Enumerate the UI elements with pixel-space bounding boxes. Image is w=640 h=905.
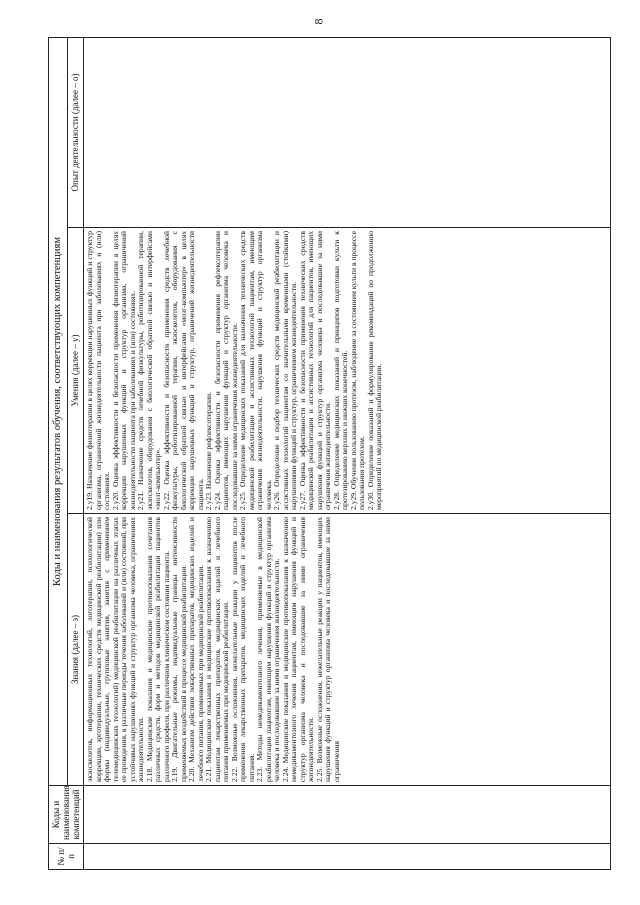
cell-knowledge [84,514,611,786]
knowledge-line: экзоскелетов, информационных технологий, логотерапии, психологической коррекции, эрготерапии, технических средств медицинской реабилитации) или формы (индивидуальные, групповые занятия, занятия с применением телемедицинских технологий) медицинской реабилитации на различных этапах ее проведения, в различные периоды течения заболеваний и (или) состояний, при устойчивых нарушениях функций и структур организма человека, ограничениях жизнедеятельности. [85,517,146,782]
skill-line: 2.у29. Обучение пользованию протезом, наблюдение за состоянием культи в процессе пользования протезом. [348,231,367,510]
knowledge-line: 2.20. Механизм действия лекарственных препаратов, медицинских изделий и лечебного питания, применяемых при медицинской реабилитации. [187,517,205,782]
header-knowledge: Знания (далее – з) [67,514,84,786]
competency-table [48,37,611,870]
rotated-table-wrapper [48,38,608,870]
knowledge-line: 2.18. Медицинские показания и медицинские противопоказания сочетания различных средств, форм и методов медицинской реабилитации пациентов различного профиля, при различном клиническом состоянии пациента. [144,517,171,782]
knowledge-line: 2.23. Методы немедикаментозного лечения, применяемые в медицинской реабилитации пациентам, имеющим нарушения функций и структур организма человека и последовавшие за ними ограничения жизнедеятельности. [255,517,282,782]
page-number: 8 [311,18,326,25]
skill-line: 2.у27. Оценка эффективности и безопасности применения технических средств медицинской реабилитации и ассистивных технологий для пациентов, имеющих нарушения функций и структур организма человека и последовавшие за ними ограничения жизнедеятельности. [297,231,333,510]
skill-line: 2.у28. Определение медицинских показаний и принципов подготовки культи к протезированию верхних и нижних конечностей. [331,231,350,510]
knowledge-line: 2.25. Возможные осложнения, нежелательные реакции у пациентов, имеющих нарушения функций и структур организма человека и последовавшие за ними ограничения [314,517,341,782]
skill-line: 2.у25. Определение медицинских показаний для назначения технических средств медицинской реабилитации и ассистивных технологий пациентам, имеющим ограничения жизнедеятельности, нарушения функций и структур организма человека. [238,231,273,510]
skill-line: 2.у23. Назначение рефлексотерапии. [204,391,214,510]
knowledge-line: 2.21. Медицинские показания и медицинские противопоказания к назначению пациентам лекарственных препаратов, медицинских изделий и лечебного питания применяемых при медицинской реабилитации. [204,517,231,782]
cell-num [84,844,611,870]
knowledge-line: 2.22. Возможные осложнения, нежелательные реакции у пациентов после применения лекарственных препаратов, медицинских изделий и лечебного питания. [229,517,256,782]
header-group: Коды и наименования результатов обучения, соответствующих компетенциям [49,37,68,785]
cell-code [84,786,611,844]
header-experience: Опыт деятельности (далее – о) [67,37,84,227]
table-header-row-2 [67,37,84,869]
knowledge-line: 2.24. Медицинские показания и медицинские противопоказания к назначению немедикаментозного лечения пациентам, имеющим нарушения функций и структур организма человека и последовавшие за ними ограничения жизнедеятельности. [280,517,316,782]
cell-skills [84,228,611,514]
header-skills: Умения (далее – у) [67,228,84,514]
skill-line: 2.у20. Оценка эффективности и безопасности применения физиотерапии в целях коррекции нарушенных функций и структур организма, ограничений жизнедеятельности пациента при заболеваниях и (или) состояниях. [110,231,137,510]
table-header-row-1 [49,37,68,869]
skill-line: 2.у30. Определение показаний и формулирование рекомендаций по продолжению мероприятий по медицинской реабилитации. [365,231,384,510]
table-row [84,37,611,869]
skill-line: 2.у19. Назначение физиотерапии в целях коррекции нарушенных функций и структур организма, ограничений жизнедеятельности пациента при заболеваниях и (или) состояниях. [85,231,112,510]
knowledge-line: 2.19. Двигательные режимы, индивидуальные границы интенсивности применяемых воздействий в процессе медицинской реабилитации. [170,517,188,782]
skill-line: 2.у21. Назначение средств лечебной физкультуры, роботизированной терапии, экзоскелетов, оборудования с биологической обратной связью и интерфейсами «мозг-компьютер». [136,231,163,510]
header-num: № п/п [49,844,84,870]
header-code: Коды и наименования компетенций [49,786,84,844]
skill-line: 2.у22. Оценка эффективности и безопасности применения средств лечебной физкультуры, роботизированной терапии, экзоскелетов, оборудования с биологической обратной связью и интерфейсами «мозг-компьютер» в целях коррекции нарушенных функций и структур, ограничений жизнедеятельности пациента. [161,231,205,510]
skill-line: 2.у26. Определение и подбор технических средств медицинской реабилитации и ассистивных технологий пациентам со значительными временными (стойкими) нарушениями функций и структур, ограничением жизнедеятельности. [272,231,299,510]
cell-experience [84,37,611,227]
skill-line: 2.у24. Оценка эффективности и безопасности применения рефлексотерапии пациентов, имеющих нарушения функций и структур организма человека и последовавшие за ними ограничения жизнедеятельности. [212,231,239,510]
